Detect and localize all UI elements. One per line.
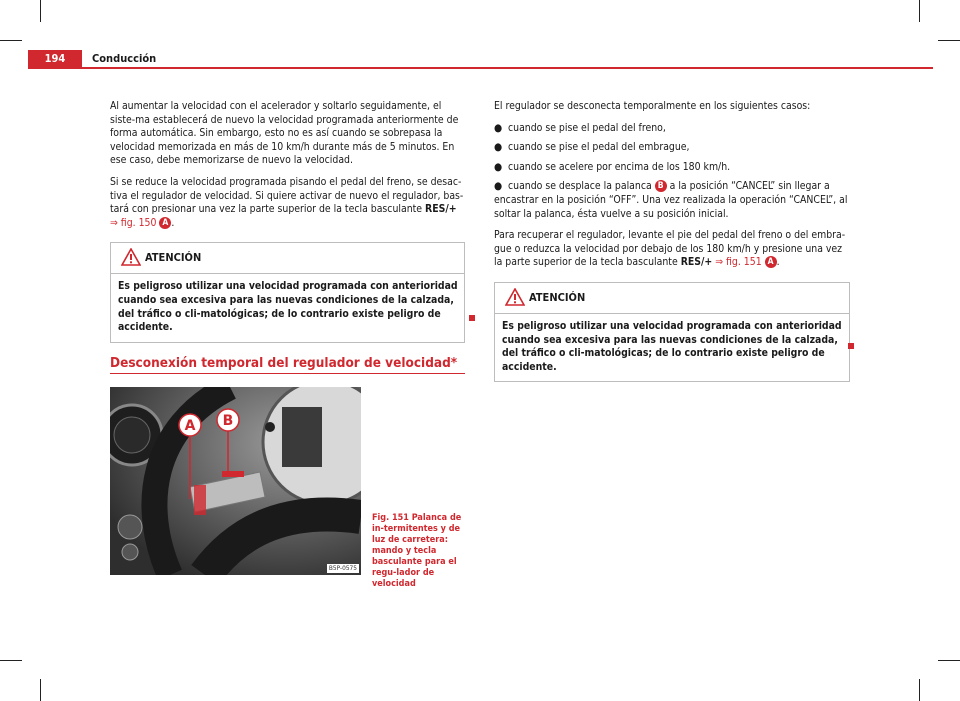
warning-triangle-icon: [505, 288, 525, 306]
figure-label-a: A: [184, 418, 196, 434]
list-item-text: cuando se pise el pedal del embrague,: [508, 141, 690, 154]
paragraph-text: Si se reduce la velocidad programada pisando el pedal del freno, se desac-tiva el regulador de velocidad. Si quiere activar de nuevo el regulador, bas-tará con presionar una vez la parte superior de la tecla basculante: [110, 175, 464, 216]
marker-b-icon: B: [655, 180, 667, 192]
crop-mark: [40, 0, 41, 22]
bullet-icon: ●: [494, 180, 503, 193]
warning-body: Es peligroso utilizar una velocidad programada con anterioridad cuando sea excesiva para las nuevas condiciones de la calzada, del tráfico o cli-matológicas; de lo contrario existe peligro de accidente.: [502, 319, 842, 373]
page-number: 194: [28, 50, 82, 67]
list-item: [494, 161, 850, 175]
punctuation: .: [171, 216, 175, 229]
warning-body: Es peligroso utilizar una velocidad programada con anterioridad cuando sea excesiva para las nuevas condiciones de la calzada, del tráfico o cli-matológicas; de lo contrario existe peligro de accidente.: [118, 280, 458, 334]
list-item: [494, 180, 850, 221]
section-title: Desconexión temporal del regulador de velocidad*: [110, 355, 458, 371]
punctuation: .: [776, 256, 780, 269]
figure-caption: Fig. 151 Palanca de in-termitentes y de luz de carretera: mando y tecla basculante para el regu-lador de velocidad: [372, 513, 462, 589]
warning-title: ATENCIÓN: [145, 251, 202, 265]
list-item-text: a la posición “CANCEL” sin llegar a encastrar en la posición “OFF”. Una vez realizada la operación “CANCEL”, al soltar la palanca, ésta vuelve a su posición inicial.: [494, 180, 848, 220]
figure-image: [110, 387, 361, 575]
crop-mark: [0, 40, 22, 41]
crop-mark: [938, 660, 960, 661]
header-rule: [28, 67, 933, 69]
left-column: [110, 100, 465, 343]
paragraph: El regulador se desconecta temporalmente en los siguientes casos:: [494, 100, 811, 112]
page-header-title: Conducción: [92, 52, 157, 65]
section-end-mark: [469, 315, 475, 321]
key-label: RES/+: [680, 256, 713, 269]
warning-box: [110, 242, 465, 342]
paragraph-text: Para recuperar el regulador, levante el pie del pedal del freno o del embra-gue o reduzca la velocidad por debajo de los 180 km/h y presione una vez la parte superior de la tecla basculante: [494, 229, 846, 269]
figure-code: B5P-0575: [328, 564, 357, 572]
list-item-text: cuando se pise el pedal del freno,: [508, 121, 666, 134]
section-end-mark: [848, 343, 854, 349]
section-rule: [110, 373, 465, 374]
warning-box: [494, 282, 850, 382]
crop-mark: [919, 679, 920, 701]
warning-header: [111, 243, 464, 274]
paragraph: [110, 176, 465, 230]
bullet-icon: ●: [494, 160, 503, 173]
marker-a-icon: A: [765, 256, 777, 268]
list-item: [494, 122, 850, 136]
list-item: [494, 141, 850, 155]
marker-a-icon: A: [159, 217, 171, 229]
warning-triangle-icon: [121, 248, 141, 266]
bullet-icon: ●: [494, 141, 503, 154]
paragraph: Al aumentar la velocidad con el acelerador y soltarlo seguidamente, el siste-ma establecerá de nuevo la velocidad programada anteriormente de forma automática. Sin embargo, esto no es así cuando se sobrepasa la velocidad memorizada en más de 10 km/h durante más de 5 minutos. En ese caso, debe memorizarse de nuevo la velocidad.: [110, 100, 459, 167]
crop-mark: [919, 0, 920, 22]
list-item-text: cuando se acelere por encima de los 180 km/h.: [508, 160, 731, 173]
crop-mark: [40, 679, 41, 701]
bullet-list: [494, 122, 850, 222]
warning-header: [495, 283, 849, 314]
list-item-text: cuando se desplace la palanca: [508, 180, 652, 193]
key-label: RES/+: [425, 203, 457, 216]
paragraph: [494, 229, 850, 270]
crop-mark: [938, 40, 960, 41]
figure-label-b: B: [222, 413, 234, 429]
crop-mark: [0, 660, 22, 661]
bullet-icon: ●: [494, 121, 503, 134]
warning-title: ATENCIÓN: [529, 290, 586, 304]
steering-wheel-illustration: [110, 387, 361, 575]
figure-reference-link[interactable]: ⇒ fig. 151: [715, 256, 762, 269]
right-column: [494, 100, 850, 382]
figure-reference-link[interactable]: ⇒ fig. 150: [110, 216, 157, 229]
